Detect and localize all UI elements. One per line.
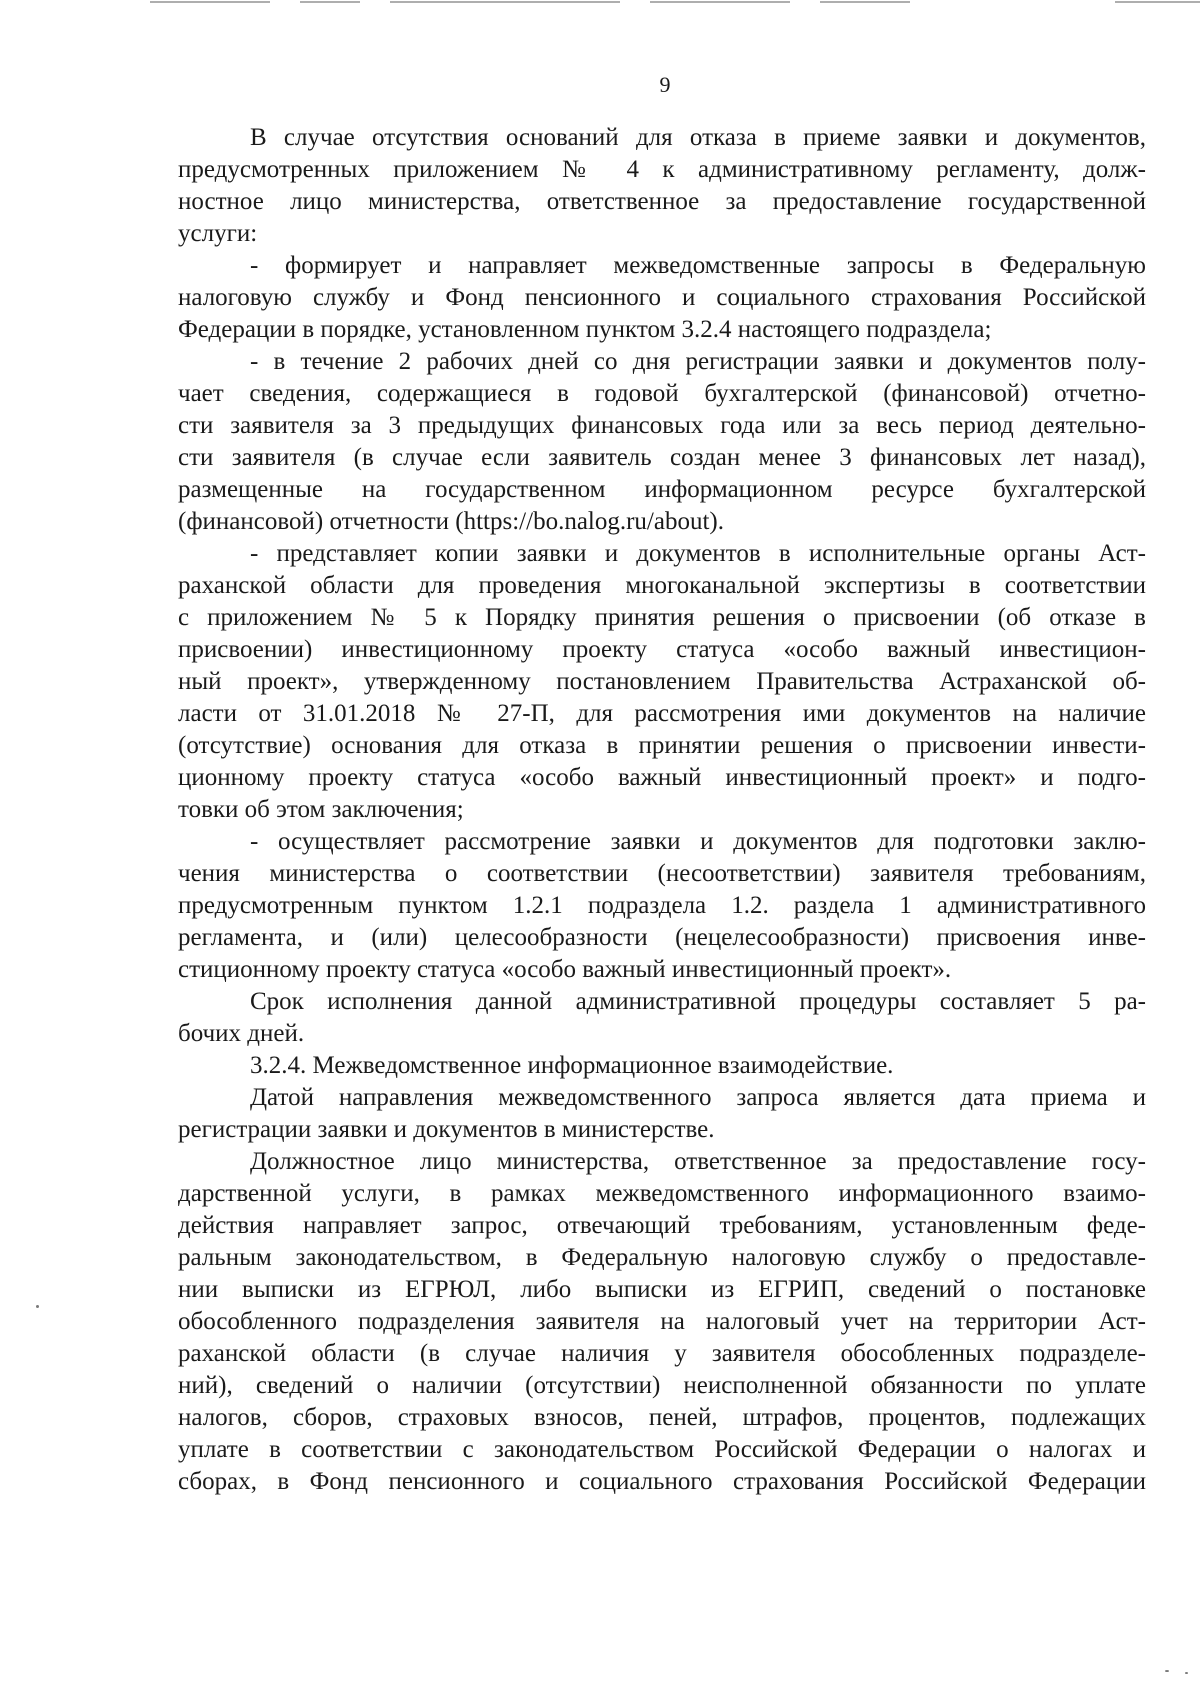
text-line: стиционному проекту статуса «особо важный инвестиционный проект». — [178, 956, 952, 983]
text-line: Федерации в порядке, установленном пунктом 3.2.4 настоящего подраздела; — [178, 316, 992, 343]
text-line: ласти от 31.01.2018 № 27-П, для рассмотрения ими документов на наличие — [178, 700, 1146, 727]
text-line: ний), сведений о наличии (отсутствии) неисполненной обязанности по уплате — [178, 1372, 1146, 1399]
text-line: товки об этом заключения; — [178, 796, 464, 823]
text-line: чает сведения, содержащиеся в годовой бухгалтерской (финансовой) отчетно- — [178, 380, 1146, 407]
scan-top-edge — [0, 0, 1200, 10]
text-line: раханской области для проведения многоканальной экспертизы в соответствии — [178, 572, 1146, 599]
text-line: регистрации заявки и документов в министерстве. — [178, 1116, 715, 1143]
text-line: Должностное лицо министерства, ответственное за предоставление госу- — [250, 1148, 1146, 1175]
text-line: ральным законодательством, в Федеральную налоговую службу о предоставле- — [178, 1244, 1146, 1271]
text-line: налоговую службу и Фонд пенсионного и социального страхования Российской — [178, 284, 1146, 311]
scan-speck — [36, 1305, 39, 1308]
text-line: сборах, в Фонд пенсионного и социального страхования Российской Федерации — [178, 1468, 1146, 1495]
text-line: бочих дней. — [178, 1020, 305, 1047]
text-line: услуги: — [178, 220, 258, 247]
text-line: дарственной услуги, в рамках межведомственного информационного взаимо- — [178, 1180, 1146, 1207]
text-line: предусмотренным пунктом 1.2.1 подраздела 1.2. раздела 1 административного — [178, 892, 1146, 919]
text-line: - формирует и направляет межведомственные запросы в Федеральную — [250, 252, 1146, 279]
text-line: 3.2.4. Межведомственное информационное взаимодействие. — [250, 1052, 894, 1079]
text-line: чения министерства о соответствии (несоответствии) заявителя требованиям, — [178, 860, 1146, 887]
text-line: регламента, и (или) целесообразности (нецелесообразности) присвоения инве- — [178, 924, 1146, 951]
text-line: В случае отсутствия оснований для отказа в приеме заявки и документов, — [250, 124, 1146, 151]
text-line: Датой направления межведомственного запроса является дата приема и — [250, 1084, 1146, 1111]
text-line: действия направляет запрос, отвечающий требованиям, установленным феде- — [178, 1212, 1146, 1239]
text-line: (финансовой) отчетности (https://bo.nalog.ru/about). — [178, 508, 724, 535]
document-body — [178, 122, 1146, 1498]
text-line: раханской области (в случае наличия у заявителя обособленных подразделе- — [178, 1340, 1146, 1367]
page-number: 9 — [659, 72, 671, 97]
text-line: - в течение 2 рабочих дней со дня регистрации заявки и документов полу- — [250, 348, 1146, 375]
text-line: ционному проекту статуса «особо важный инвестиционный проект» и подго- — [178, 764, 1146, 791]
text-line: - осуществляет рассмотрение заявки и документов для подготовки заклю- — [250, 828, 1146, 855]
text-line: размещенные на государственном информационном ресурсе бухгалтерской — [178, 476, 1146, 503]
text-line: нии выписки из ЕГРЮЛ, либо выписки из ЕГРИП, сведений о постановке — [178, 1276, 1146, 1303]
text-line: Срок исполнения данной административной процедуры составляет 5 ра- — [250, 988, 1146, 1015]
text-line: сти заявителя (в случае если заявитель создан менее 3 финансовых лет назад), — [178, 444, 1146, 471]
text-line: - представляет копии заявки и документов в исполнительные органы Аст- — [250, 540, 1146, 567]
text-line: предусмотренных приложением № 4 к административному регламенту, долж- — [178, 156, 1146, 183]
text-line: налогов, сборов, страховых взносов, пеней, штрафов, процентов, подлежащих — [178, 1404, 1146, 1431]
text-line: сти заявителя за 3 предыдущих финансовых года или за весь период деятельно- — [178, 412, 1146, 439]
text-line: присвоении) инвестиционному проекту статуса «особо важный инвестицион- — [178, 636, 1146, 663]
text-line: ный проект», утвержденному постановлением Правительства Астраханской об- — [178, 668, 1146, 695]
text-line: (отсутствие) основания для отказа в принятии решения о присвоении инвести- — [178, 732, 1146, 759]
scan-speck — [1185, 1672, 1188, 1674]
text-line: ностное лицо министерства, ответственное за предоставление государственной — [178, 188, 1146, 215]
text-line: обособленного подразделения заявителя на налоговый учет на территории Аст- — [178, 1308, 1146, 1335]
text-line: с приложением № 5 к Порядку принятия решения о присвоении (об отказе в — [178, 604, 1146, 631]
text-line: уплате в соответствии с законодательством Российской Федерации о налогах и — [178, 1436, 1146, 1463]
scan-speck — [1165, 1670, 1169, 1672]
